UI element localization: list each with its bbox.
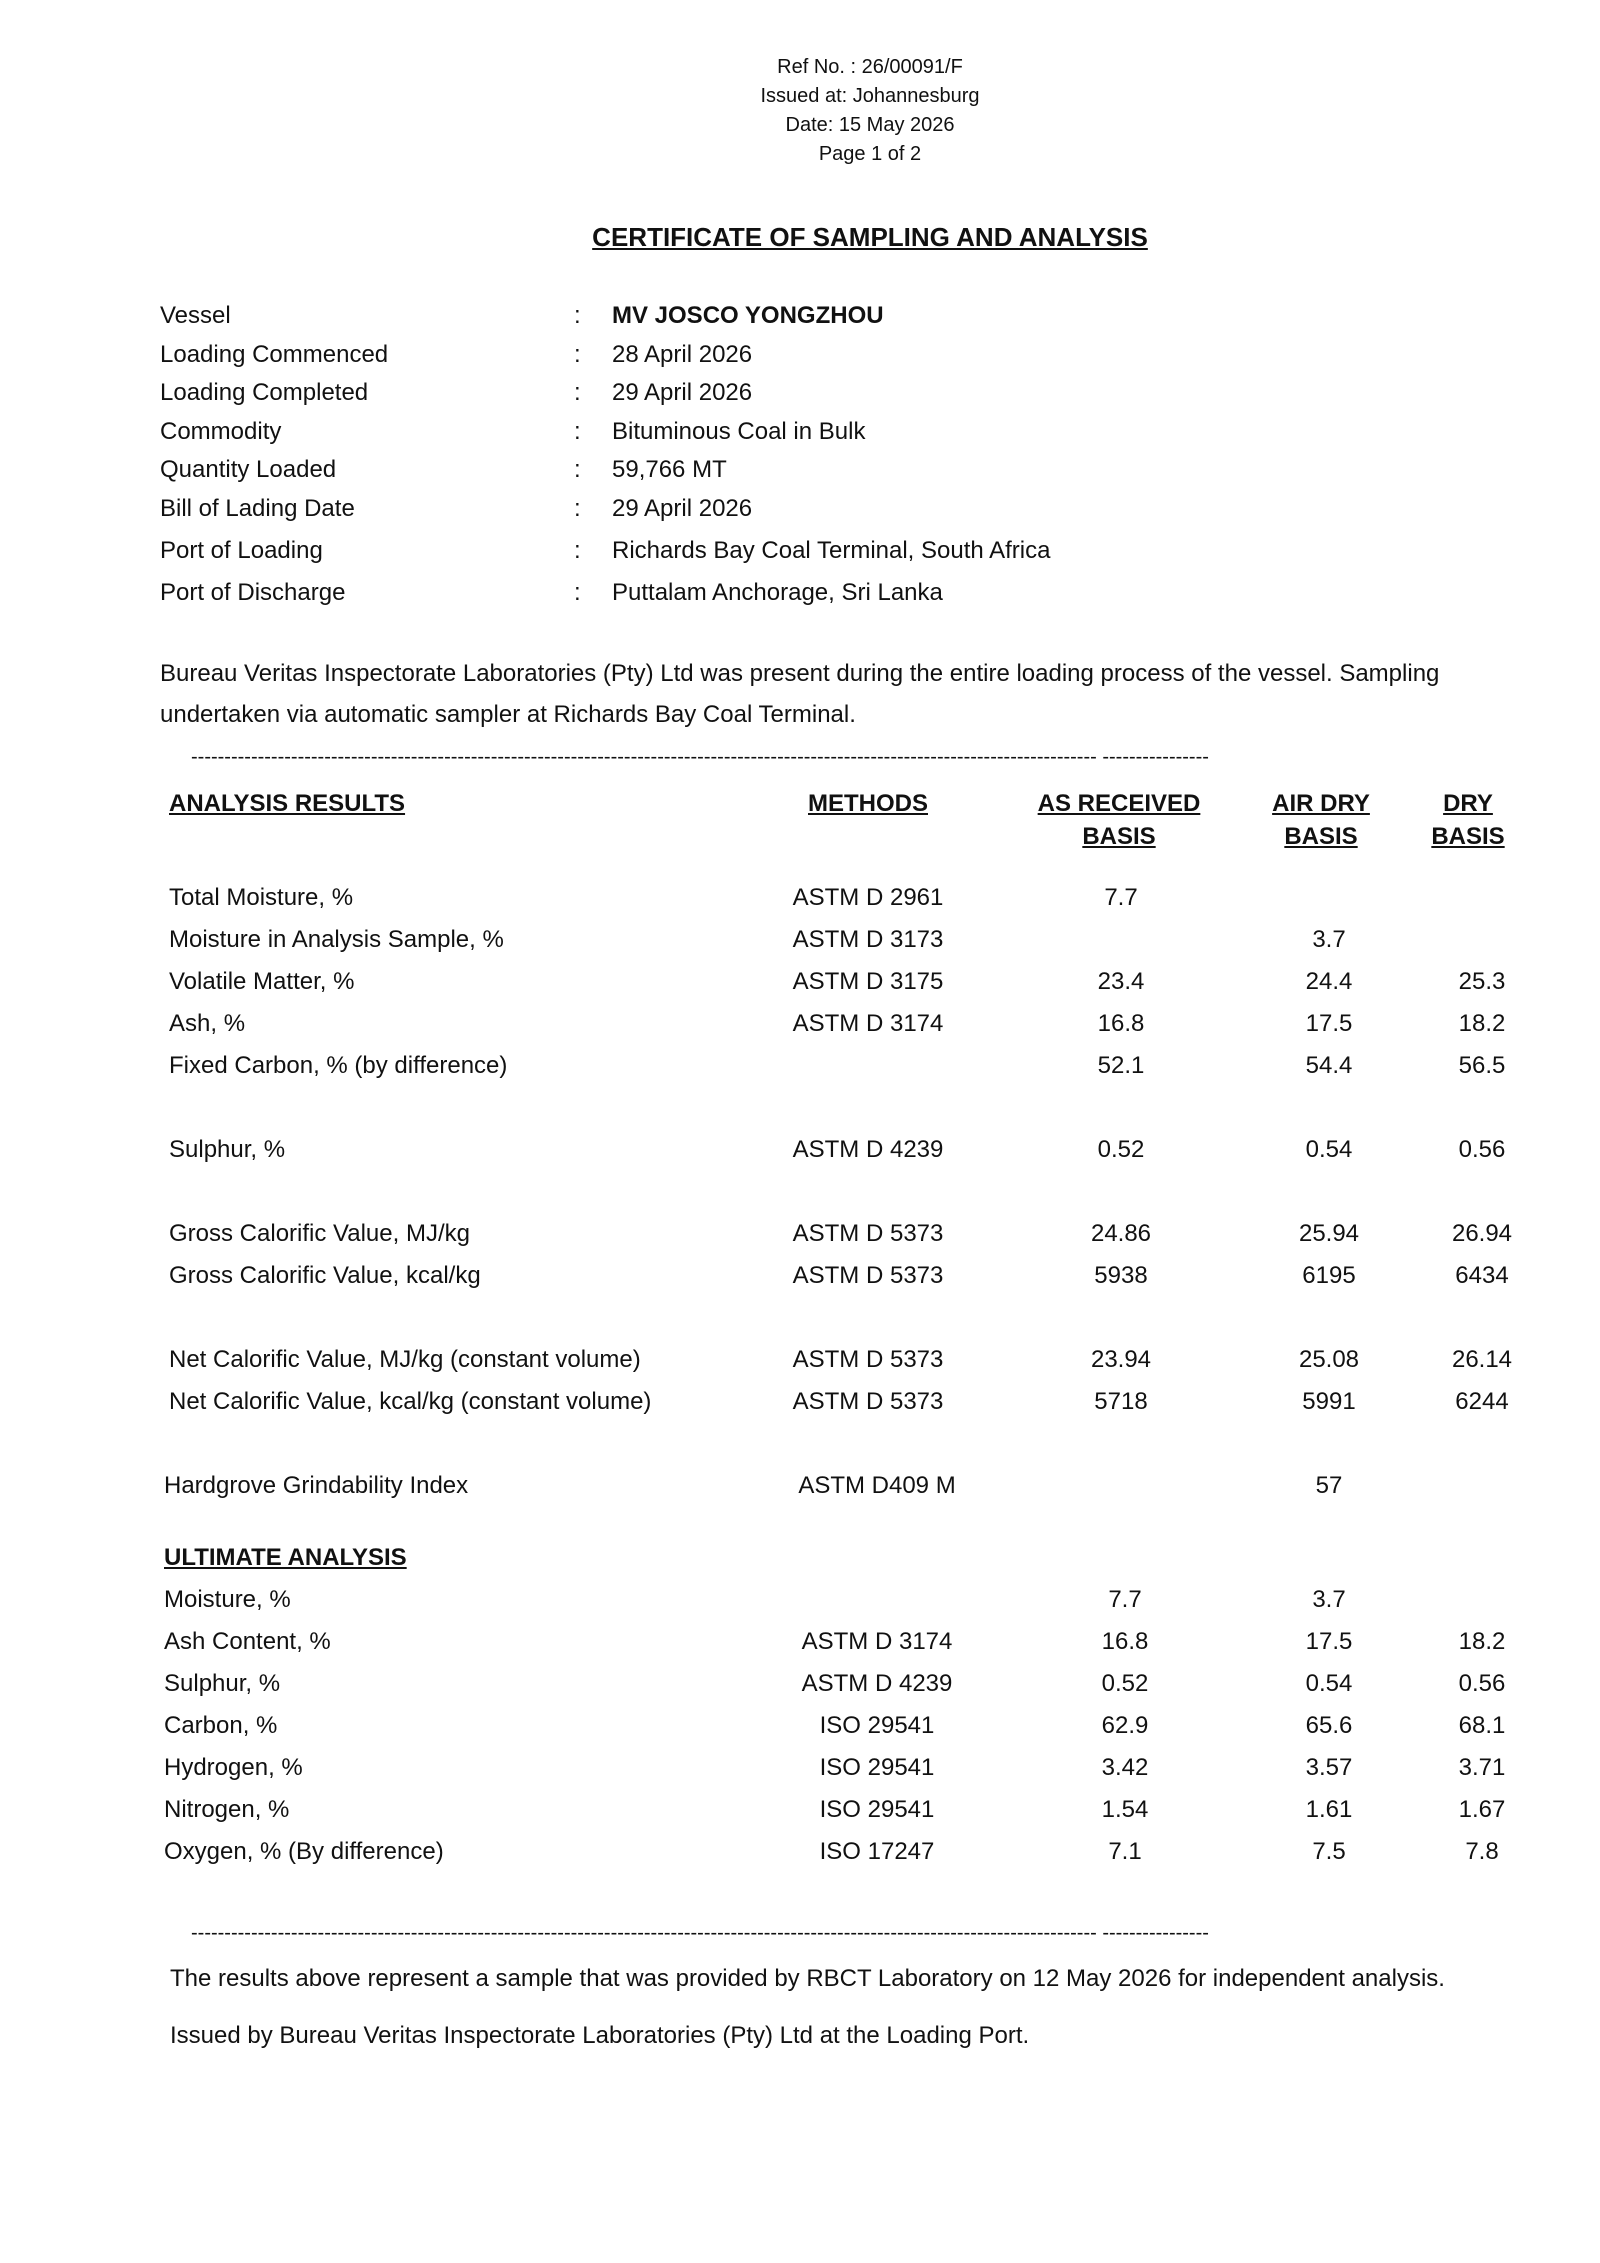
result-method: ASTM D 5373 bbox=[792, 1220, 944, 1247]
result-dry: 26.94 bbox=[1451, 1220, 1513, 1247]
as-received-heading-line2: BASIS bbox=[1082, 823, 1156, 850]
detail-label: Port of Discharge bbox=[160, 579, 346, 606]
result-air-dry: 25.08 bbox=[1298, 1346, 1360, 1373]
ultimate-name: Nitrogen, % bbox=[164, 1796, 290, 1823]
result-as-received: 52.1 bbox=[1097, 1052, 1145, 1079]
ultimate-dry: 18.2 bbox=[1458, 1628, 1506, 1655]
ultimate-method: ISO 17247 bbox=[819, 1838, 935, 1865]
detail-label: Loading Commenced bbox=[160, 341, 389, 368]
issue-date: Date: 15 May 2026 bbox=[785, 114, 955, 136]
ref-number: Ref No. : 26/00091/F bbox=[777, 56, 963, 78]
divider-top: ---------------------------------------------------------------------------------------------------------------------------------------- ---------------- bbox=[191, 746, 1209, 768]
detail-value: 28 April 2026 bbox=[612, 341, 753, 368]
air-dry-heading-line2: BASIS bbox=[1284, 823, 1358, 850]
ultimate-dry: 3.71 bbox=[1458, 1754, 1506, 1781]
detail-colon: : bbox=[574, 341, 581, 368]
result-method: ASTM D 3174 bbox=[792, 1010, 944, 1037]
ultimate-as-received: 16.8 bbox=[1101, 1628, 1149, 1655]
dry-heading bbox=[1431, 787, 1504, 853]
result-name: Fixed Carbon, % (by difference) bbox=[169, 1052, 508, 1079]
result-method: ASTM D 4239 bbox=[792, 1136, 944, 1163]
result-as-received: 5938 bbox=[1094, 1262, 1148, 1289]
ultimate-method: ISO 29541 bbox=[819, 1754, 935, 1781]
detail-colon: : bbox=[574, 302, 581, 329]
result-name: Total Moisture, % bbox=[169, 884, 354, 911]
ultimate-as-received: 1.54 bbox=[1101, 1796, 1149, 1823]
result-name: Hardgrove Grindability Index bbox=[164, 1472, 469, 1499]
dry-heading-line2: BASIS bbox=[1431, 823, 1505, 850]
intro-line-2: undertaken via automatic sampler at Richards Bay Coal Terminal. bbox=[160, 701, 856, 728]
result-as-received: 16.8 bbox=[1097, 1010, 1145, 1037]
ultimate-name: Moisture, % bbox=[164, 1586, 291, 1613]
result-as-received: 24.86 bbox=[1090, 1220, 1152, 1247]
as-received-heading-line1: AS RECEIVED bbox=[1037, 790, 1201, 817]
result-as-received: 0.52 bbox=[1097, 1136, 1145, 1163]
detail-value: 29 April 2026 bbox=[612, 495, 753, 522]
detail-colon: : bbox=[574, 537, 581, 564]
result-dry: 6244 bbox=[1455, 1388, 1509, 1415]
ultimate-dry: 68.1 bbox=[1458, 1712, 1506, 1739]
result-method: ASTM D 2961 bbox=[792, 884, 944, 911]
footer-line-1: The results above represent a sample that was provided by RBCT Laboratory on 12 May 2026 for independent analysis. bbox=[170, 1965, 1445, 1992]
detail-colon: : bbox=[574, 418, 581, 445]
ultimate-as-received: 7.7 bbox=[1108, 1586, 1142, 1613]
detail-value: Richards Bay Coal Terminal, South Africa bbox=[612, 537, 1051, 564]
result-air-dry: 6195 bbox=[1302, 1262, 1356, 1289]
detail-label: Vessel bbox=[160, 302, 231, 329]
detail-value: MV JOSCO YONGZHOU bbox=[612, 302, 884, 329]
result-name: Sulphur, % bbox=[169, 1136, 286, 1163]
result-method: ASTM D 5373 bbox=[792, 1346, 944, 1373]
result-method: ASTM D 5373 bbox=[792, 1388, 944, 1415]
ultimate-as-received: 7.1 bbox=[1108, 1838, 1142, 1865]
methods-heading: METHODS bbox=[808, 790, 928, 817]
ultimate-dry: 0.56 bbox=[1458, 1670, 1506, 1697]
as-received-heading bbox=[1038, 787, 1201, 853]
result-as-received: 23.94 bbox=[1090, 1346, 1152, 1373]
result-air-dry: 24.4 bbox=[1305, 968, 1353, 995]
ultimate-air-dry: 65.6 bbox=[1305, 1712, 1353, 1739]
result-method: ASTM D 3173 bbox=[792, 926, 944, 953]
result-air-dry: 3.7 bbox=[1312, 926, 1346, 953]
result-as-received: 7.7 bbox=[1104, 884, 1138, 911]
result-dry: 56.5 bbox=[1458, 1052, 1506, 1079]
detail-colon: : bbox=[574, 495, 581, 522]
divider-bottom: ---------------------------------------------------------------------------------------------------------------------------------------- ---------------- bbox=[191, 1922, 1209, 1944]
result-method: ASTM D409 M bbox=[798, 1472, 956, 1499]
result-name: Moisture in Analysis Sample, % bbox=[169, 926, 504, 953]
result-name: Net Calorific Value, kcal/kg (constant volume) bbox=[169, 1388, 652, 1415]
result-air-dry: 57 bbox=[1315, 1472, 1343, 1499]
ultimate-air-dry: 3.57 bbox=[1305, 1754, 1353, 1781]
certificate-title: CERTIFICATE OF SAMPLING AND ANALYSIS bbox=[592, 222, 1148, 252]
result-air-dry: 54.4 bbox=[1305, 1052, 1353, 1079]
result-air-dry: 25.94 bbox=[1298, 1220, 1360, 1247]
result-name: Gross Calorific Value, kcal/kg bbox=[169, 1262, 481, 1289]
result-as-received: 23.4 bbox=[1097, 968, 1145, 995]
ultimate-method: ISO 29541 bbox=[819, 1712, 935, 1739]
detail-colon: : bbox=[574, 379, 581, 406]
result-method: ASTM D 5373 bbox=[792, 1262, 944, 1289]
air-dry-heading bbox=[1272, 787, 1370, 853]
detail-label: Quantity Loaded bbox=[160, 456, 337, 483]
detail-label: Loading Completed bbox=[160, 379, 369, 406]
result-name: Ash, % bbox=[169, 1010, 246, 1037]
ultimate-name: Hydrogen, % bbox=[164, 1754, 303, 1781]
detail-label: Bill of Lading Date bbox=[160, 495, 355, 522]
ultimate-name: Sulphur, % bbox=[164, 1670, 281, 1697]
ultimate-name: Oxygen, % (By difference) bbox=[164, 1838, 444, 1865]
ultimate-name: Ash Content, % bbox=[164, 1628, 331, 1655]
analysis-results-heading: ANALYSIS RESULTS bbox=[169, 790, 406, 817]
result-name: Volatile Matter, % bbox=[169, 968, 355, 995]
detail-value: 29 April 2026 bbox=[612, 379, 753, 406]
detail-label: Commodity bbox=[160, 418, 282, 445]
result-name: Gross Calorific Value, MJ/kg bbox=[169, 1220, 470, 1247]
result-air-dry: 17.5 bbox=[1305, 1010, 1353, 1037]
result-dry: 25.3 bbox=[1458, 968, 1506, 995]
result-dry: 18.2 bbox=[1458, 1010, 1506, 1037]
ultimate-method: ASTM D 4239 bbox=[801, 1670, 953, 1697]
result-dry: 26.14 bbox=[1451, 1346, 1513, 1373]
detail-colon: : bbox=[574, 579, 581, 606]
result-name: Net Calorific Value, MJ/kg (constant volume) bbox=[169, 1346, 641, 1373]
ultimate-method: ISO 29541 bbox=[819, 1796, 935, 1823]
ultimate-name: Carbon, % bbox=[164, 1712, 278, 1739]
air-dry-heading-line1: AIR DRY bbox=[1272, 790, 1370, 817]
intro-line-1: Bureau Veritas Inspectorate Laboratories (Pty) Ltd was present during the entire loading process of the vessel. Sampling bbox=[160, 660, 1440, 687]
detail-colon: : bbox=[574, 456, 581, 483]
ultimate-analysis-heading: ULTIMATE ANALYSIS bbox=[164, 1544, 407, 1571]
ultimate-dry: 7.8 bbox=[1465, 1838, 1499, 1865]
ultimate-as-received: 0.52 bbox=[1101, 1670, 1149, 1697]
detail-value: Puttalam Anchorage, Sri Lanka bbox=[612, 579, 943, 606]
ultimate-dry: 1.67 bbox=[1458, 1796, 1506, 1823]
detail-label: Port of Loading bbox=[160, 537, 323, 564]
ultimate-air-dry: 17.5 bbox=[1305, 1628, 1353, 1655]
result-dry: 6434 bbox=[1455, 1262, 1509, 1289]
ultimate-air-dry: 7.5 bbox=[1312, 1838, 1346, 1865]
issued-at: Issued at: Johannesburg bbox=[760, 85, 980, 107]
result-dry: 0.56 bbox=[1458, 1136, 1506, 1163]
result-air-dry: 5991 bbox=[1302, 1388, 1356, 1415]
detail-value: Bituminous Coal in Bulk bbox=[612, 418, 866, 445]
ultimate-as-received: 62.9 bbox=[1101, 1712, 1149, 1739]
result-as-received: 5718 bbox=[1094, 1388, 1148, 1415]
ultimate-method: ASTM D 3174 bbox=[801, 1628, 953, 1655]
ultimate-air-dry: 0.54 bbox=[1305, 1670, 1353, 1697]
page-number: Page 1 of 2 bbox=[818, 143, 922, 165]
ultimate-air-dry: 1.61 bbox=[1305, 1796, 1353, 1823]
ultimate-as-received: 3.42 bbox=[1101, 1754, 1149, 1781]
ultimate-air-dry: 3.7 bbox=[1312, 1586, 1346, 1613]
footer-line-2: Issued by Bureau Veritas Inspectorate Laboratories (Pty) Ltd at the Loading Port. bbox=[170, 2022, 1030, 2049]
dry-heading-line1: DRY bbox=[1443, 790, 1493, 817]
result-method: ASTM D 3175 bbox=[792, 968, 944, 995]
detail-value: 59,766 MT bbox=[612, 456, 727, 483]
result-air-dry: 0.54 bbox=[1305, 1136, 1353, 1163]
